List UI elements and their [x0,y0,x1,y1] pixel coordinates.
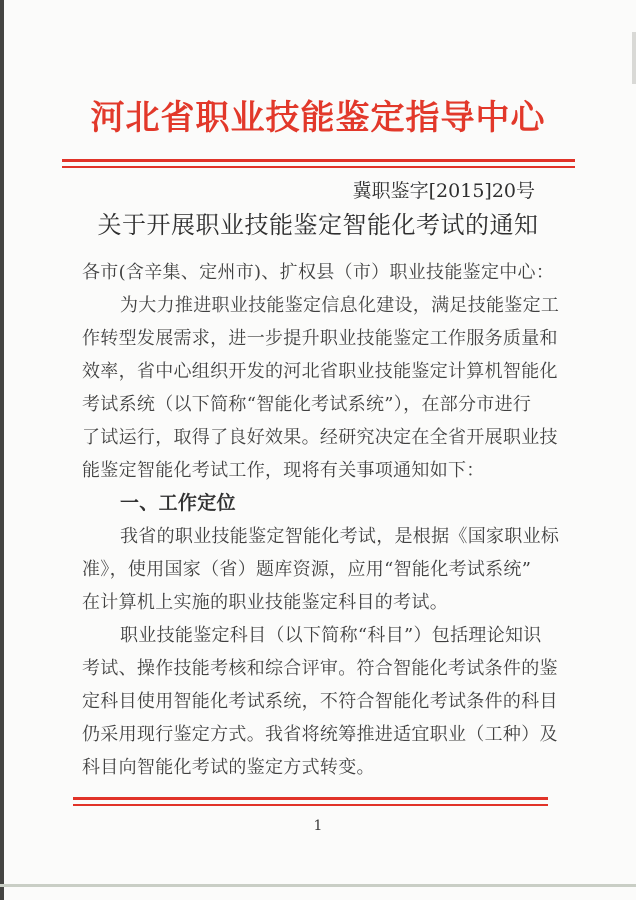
document-number: 冀职鉴字[2015]20号 [352,180,535,202]
body-line: 定科目使用智能化考试系统，不符合智能化考试条件的科目 [82,691,558,712]
body-line: 职业技能鉴定科目（以下简称“科目”）包括理论知识 [120,625,542,646]
letterhead-org-name: 河北省职业技能鉴定指导中心 [90,98,546,138]
body-line: 在计算机上实施的职业技能鉴定科目的考试。 [82,592,448,613]
scan-mark-artifact-right [632,32,636,84]
body-line: 效率，省中心组织开发的河北省职业技能鉴定计算机智能化 [82,361,558,382]
salutation-line: 各市(含辛集、定州市)、扩权县（市）职业技能鉴定中心： [82,262,555,283]
body-line: 科目向智能化考试的鉴定方式转变。 [82,757,375,778]
page-number: 1 [313,818,323,834]
body-line: 作转型发展需求，进一步提升职业技能鉴定工作服务质量和 [82,328,558,349]
body-line: 为大力推进职业技能鉴定信息化建设，满足技能鉴定工 [120,295,560,316]
body-line: 仍采用现行鉴定方式。我省将统筹推进适宜职业（工种）及 [82,724,558,745]
notice-title: 关于开展职业技能鉴定智能化考试的通知 [97,211,539,239]
body-line: 了试运行，取得了良好效果。经研究决定在全省开展职业技 [82,427,558,448]
body-line: 能鉴定智能化考试工作，现将有关事项通知如下： [82,460,485,481]
section-heading-work-positioning: 一、工作定位 [120,492,236,514]
body-line: 我省的职业技能鉴定智能化考试，是根据《国家职业标 [120,526,560,547]
footer-double-rule [73,797,548,806]
scan-shadow-artifact-bottom [0,884,636,887]
body-line: 考试、操作技能考核和综合评审。符合智能化考试条件的鉴 [82,658,558,679]
notice-body [82,256,560,784]
letterhead-double-rule [62,159,575,168]
body-line: 考试系统（以下简称“智能化考试系统”），在部分市进行 [82,394,532,415]
body-line: 准》，使用国家（省）题库资源，应用“智能化考试系统” [82,559,532,580]
